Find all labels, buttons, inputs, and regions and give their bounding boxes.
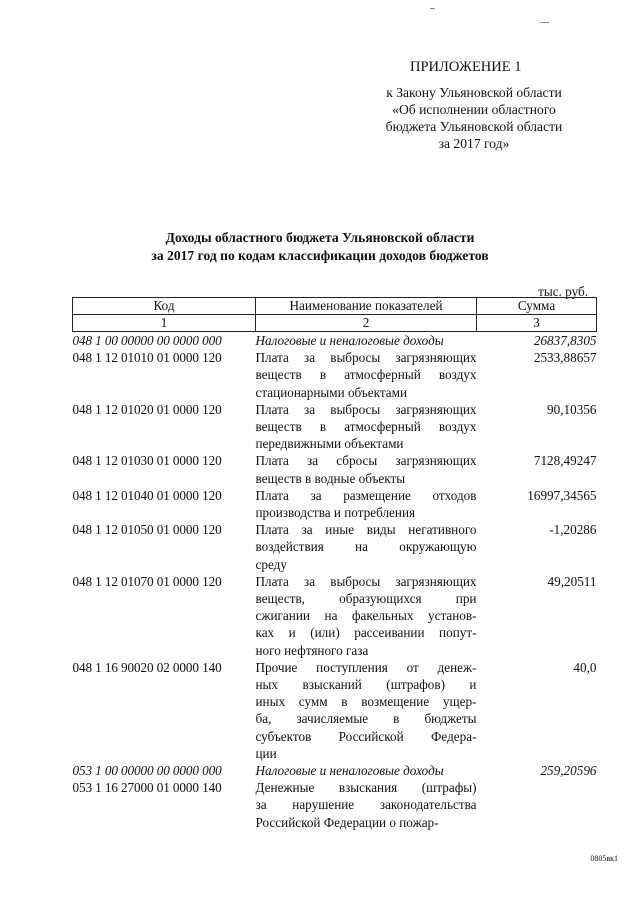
- row-sum: 40,0: [573, 659, 597, 675]
- row-code: 048 1 12 01070 01 0000 120: [72, 573, 222, 589]
- row-name-line: веществ в атмосферный воздух: [255, 419, 477, 435]
- row-name-line: субъектов Российской Федера-: [255, 728, 477, 744]
- table-header-row: [73, 298, 597, 315]
- column-header-code: Код: [73, 298, 256, 315]
- table-row: [73, 659, 597, 762]
- annex-title: ПРИЛОЖЕНИЕ 1: [410, 59, 522, 75]
- row-name-line: Налоговые и неналоговые доходы: [255, 763, 444, 779]
- table-row: [73, 332, 597, 350]
- row-name-line: Прочие поступления от денеж-: [255, 659, 477, 675]
- row-sum: 26837,8305: [533, 333, 597, 348]
- annex-line: бюджета Ульяновской области: [385, 119, 563, 134]
- column-header-name: Наименование показателей: [256, 298, 477, 315]
- document-stamp: 0805вк1: [590, 854, 618, 863]
- row-code: 048 1 00 00000 00 0000 000: [72, 333, 222, 348]
- row-name-line: ках и (или) рассеивании попут-: [255, 625, 477, 641]
- row-code: 048 1 12 01020 01 0000 120: [72, 401, 222, 417]
- row-name-line: ного нефтяного газа: [255, 642, 369, 658]
- row-sum: [477, 779, 597, 831]
- row-name: [256, 349, 477, 401]
- row-name: [256, 762, 477, 779]
- document-title: Доходы областного бюджета Ульяновской области: [165, 230, 475, 245]
- row-name: [256, 779, 477, 831]
- column-number: 2: [256, 315, 477, 332]
- row-name-line: ных взысканий (штрафов) и: [255, 677, 477, 693]
- row-name-line: веществ в водные объекты: [255, 470, 406, 486]
- row-name-line: стационарными объектами: [255, 384, 408, 400]
- row-name-line: Плата за выбросы загрязняющих: [255, 401, 477, 417]
- row-name-line: производства и потребления: [255, 505, 416, 521]
- row-sum: 2533,88657: [533, 350, 597, 366]
- row-name: [256, 573, 477, 659]
- row-code: 053 1 16 27000 01 0000 140: [72, 780, 222, 796]
- row-name-line: Денежные взыскания (штрафы): [255, 780, 477, 796]
- table-row: [73, 521, 597, 573]
- row-name-line: Налоговые и неналоговые доходы: [255, 333, 444, 348]
- row-name: [256, 521, 477, 573]
- table-row: [73, 452, 597, 486]
- row-code: 048 1 12 01040 01 0000 120: [72, 487, 222, 503]
- row-name-line: Российской Федерации о пожар-: [255, 814, 439, 830]
- row-name-line: веществ в атмосферный воздух: [255, 367, 477, 383]
- row-name-line: Плата за выбросы загрязняющих: [255, 350, 477, 366]
- row-name-line: Плата за сбросы загрязняющих: [255, 453, 477, 469]
- revenue-table: [72, 297, 597, 831]
- table-column-numbers-row: [73, 315, 597, 332]
- row-name-line: передвижными объектами: [255, 436, 404, 452]
- row-name-line: Плата за иные виды негативного: [255, 522, 477, 538]
- row-name-line: сжигании на факельных установ-: [255, 608, 477, 624]
- document-subtitle: за 2017 год по кодам классификации доходов бюджетов: [151, 248, 489, 263]
- row-name-line: Плата за размещение отходов: [255, 487, 477, 503]
- row-name: [256, 452, 477, 486]
- table-row: [73, 401, 597, 453]
- row-name-line: иных сумм в возмещение ущер-: [255, 694, 477, 710]
- column-number: 3: [477, 315, 597, 332]
- table-row: [73, 487, 597, 521]
- column-number: 1: [73, 315, 256, 332]
- scan-mark: [430, 8, 435, 9]
- row-name-line: Плата за выбросы загрязняющих: [255, 573, 477, 589]
- row-name-line: веществ, образующихся при: [255, 591, 477, 607]
- row-name: [256, 332, 477, 350]
- row-code: 048 1 12 01050 01 0000 120: [72, 522, 222, 538]
- row-sum: 7128,49247: [533, 453, 597, 469]
- column-header-sum: Сумма: [477, 298, 597, 315]
- row-name-line: за нарушение законодательства: [255, 797, 477, 813]
- row-sum: 16997,34565: [527, 487, 597, 503]
- row-name-line: ции: [255, 745, 277, 761]
- row-sum: -1,20286: [549, 522, 597, 538]
- unit-label: тыс. руб.: [538, 284, 588, 299]
- row-sum: 259,20596: [540, 763, 597, 779]
- annex-line: к Закону Ульяновской области: [386, 85, 562, 100]
- row-name-line: среду: [255, 556, 287, 572]
- table-row: [73, 762, 597, 779]
- row-code: 048 1 16 90020 02 0000 140: [72, 659, 222, 675]
- row-code: 053 1 00 00000 00 0000 000: [72, 763, 222, 779]
- scan-mark: [540, 22, 549, 23]
- row-sum: 90,10356: [547, 401, 597, 417]
- table-row: [73, 779, 597, 831]
- row-name-line: ба, зачисляемые в бюджеты: [255, 711, 477, 727]
- row-name: [256, 401, 477, 453]
- table-row: [73, 349, 597, 401]
- row-code: 048 1 12 01030 01 0000 120: [72, 453, 222, 469]
- annex-line: за 2017 год»: [438, 136, 510, 151]
- row-name-line: воздействия на окружающую: [255, 539, 477, 555]
- table-row: [73, 573, 597, 659]
- row-sum: 49,20511: [547, 573, 597, 589]
- annex-line: «Об исполнении областного: [392, 102, 556, 117]
- row-name: [256, 487, 477, 521]
- row-code: 048 1 12 01010 01 0000 120: [72, 350, 222, 366]
- row-name: [256, 659, 477, 762]
